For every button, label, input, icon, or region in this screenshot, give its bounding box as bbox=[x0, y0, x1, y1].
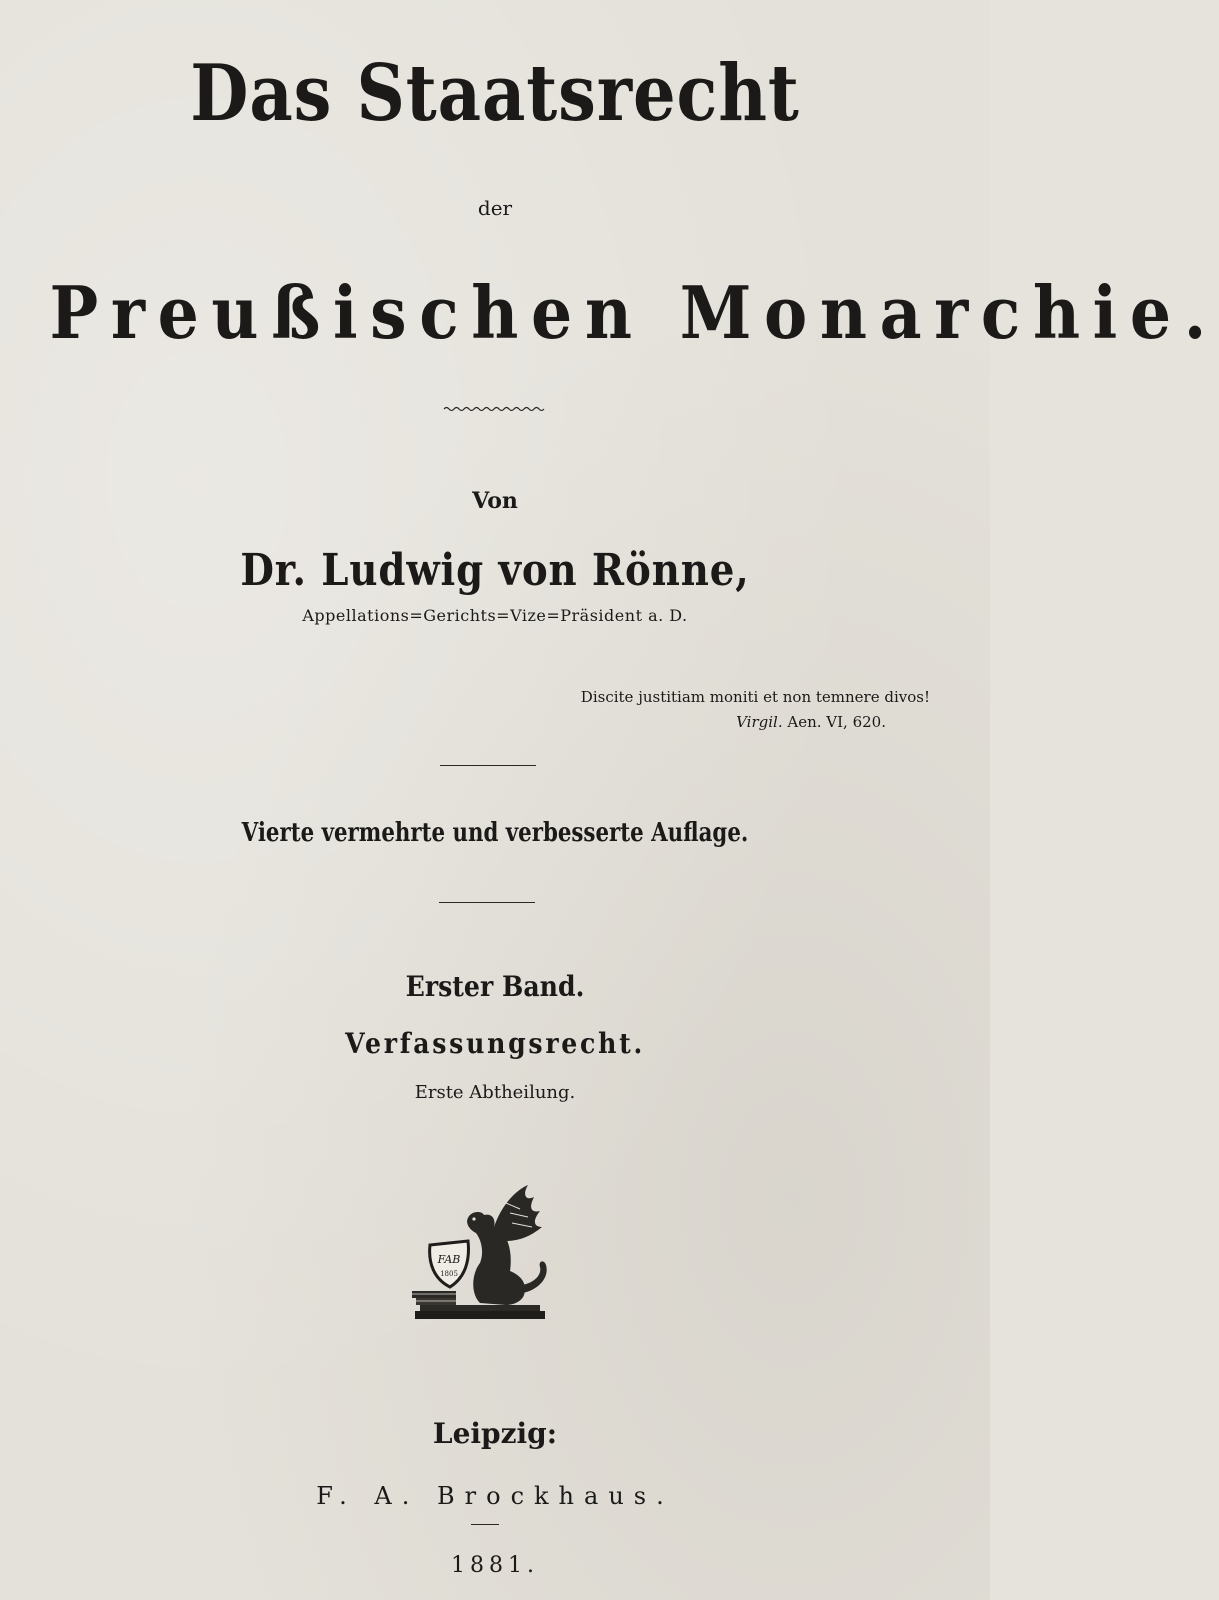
epigraph-quote: Discite justitiam moniti et non temnere divos! bbox=[580, 688, 930, 706]
volume-label: Erster Band. bbox=[405, 970, 585, 1003]
divider-rule bbox=[440, 765, 536, 766]
edition-statement: Vierte vermehrte und verbesserte Auflage. bbox=[241, 818, 749, 848]
epigraph-source-author: Virgil. bbox=[736, 713, 783, 731]
volume-subject: Verfassungsrecht. bbox=[345, 1027, 645, 1060]
shield-monogram: FAB bbox=[437, 1253, 461, 1266]
wavy-rule bbox=[444, 405, 544, 413]
publication-place: Leipzig: bbox=[432, 1417, 558, 1450]
author-title: Appellations=Gerichts=Vize=Präsident a. D. bbox=[302, 606, 688, 625]
book-title-line-1: Das Staatsrecht bbox=[190, 48, 800, 139]
by-label: Von bbox=[472, 488, 518, 514]
publisher-name: F. A. Brockhaus. bbox=[316, 1482, 674, 1510]
publication-year: 1881. bbox=[451, 1553, 539, 1578]
divider-rule bbox=[471, 1524, 499, 1525]
author-name: Dr. Ludwig von Rönne, bbox=[240, 545, 750, 596]
volume-part: Erste Abtheilung. bbox=[414, 1082, 576, 1103]
divider-rule bbox=[439, 902, 535, 903]
book-title-line-2: Preußischen Monarchie. bbox=[49, 270, 1219, 355]
title-connector: der bbox=[477, 196, 513, 220]
epigraph-source-ref: Aen. VI, 620. bbox=[787, 713, 886, 731]
epigraph-source bbox=[736, 713, 886, 731]
shield-year: 1805 bbox=[440, 1270, 458, 1278]
griffin-printer-mark-icon bbox=[410, 1183, 560, 1333]
